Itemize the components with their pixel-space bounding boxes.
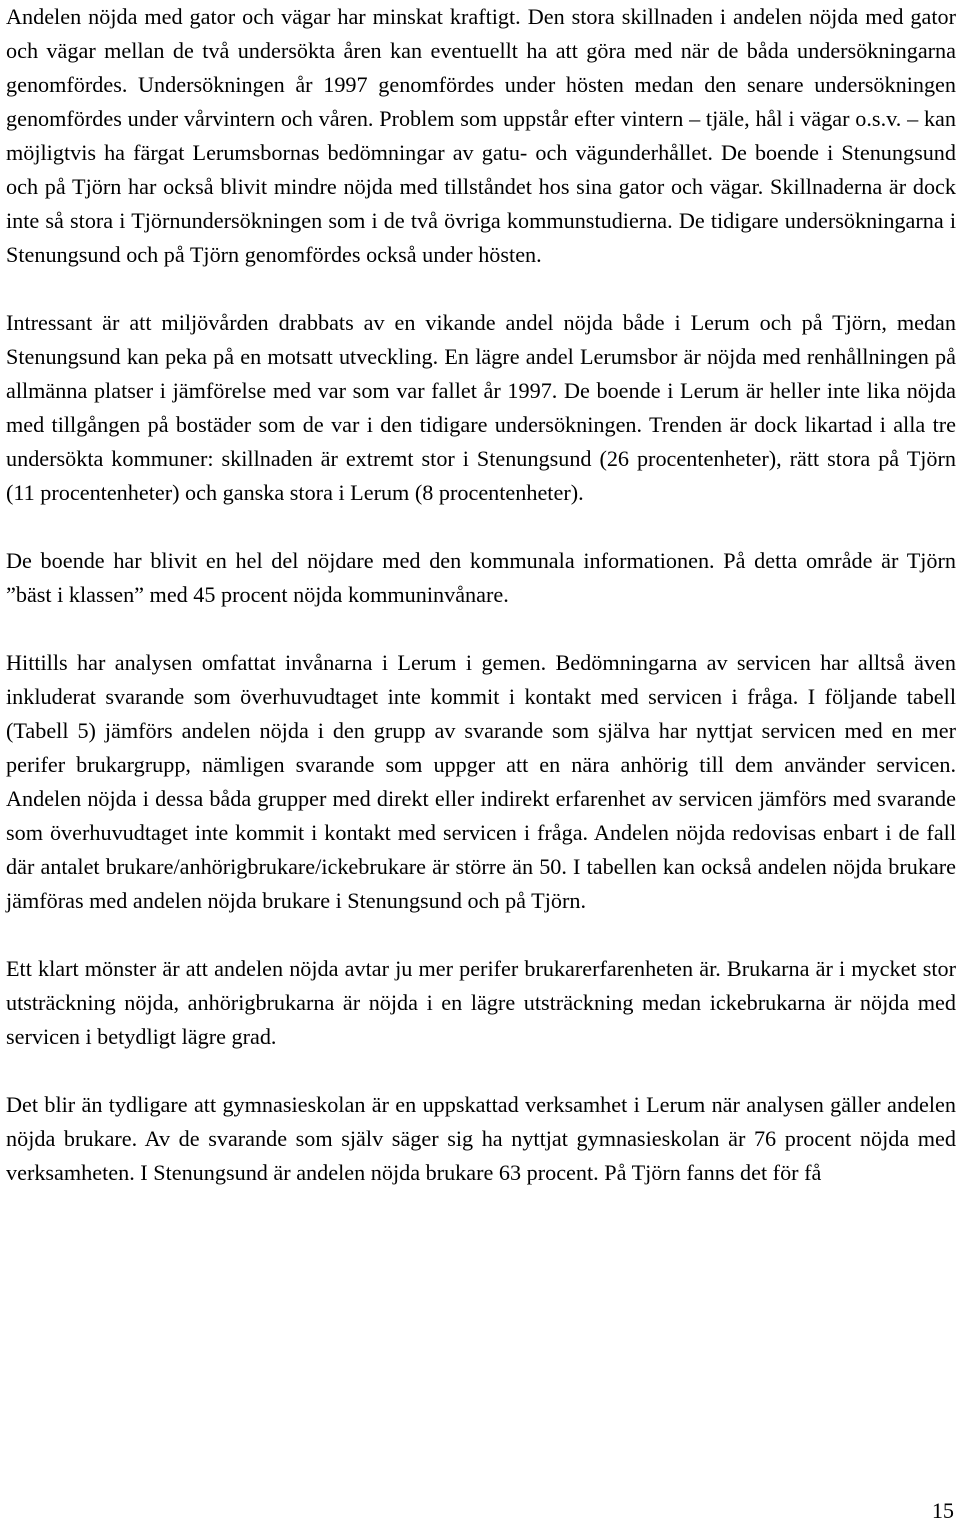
paragraph-municipal-information: De boende har blivit en hel del nöjdare med den kommunala informationen. På detta område är Tjörn ”bäst i klassen” med 45 procent nöjda kommuninvånare. <box>6 548 956 607</box>
paragraph-user-groups: Hittills har analysen omfattat invånarna i Lerum i gemen. Bedömningarna av servicen har alltså även inkluderat svarande som överhuvudtaget inte kommit i kontakt med servicen i fråga. I följande tabell (Tabell 5) jämförs andelen nöjda i den grupp av svarande som själva har nyttjat servicen med en mer perifer brukargrupp, nämligen svarande som uppger att en nära anhörig till dem använder servicen. Andelen nöjda i dessa båda grupper med direkt eller indirekt erfarenhet av servicen jämförs med svarande som överhuvudtaget inte kommit i kontakt med servicen i fråga. Andelen nöjda redovisas enbart i de fall där antalet brukare/anhörigbrukare/ickebrukare är större än 50. I tabellen kan också andelen nöjda brukare jämföras med andelen nöjda brukare i Stenungsund och på Tjörn. <box>6 650 956 913</box>
paragraph-environment-care: Intressant är att miljövården drabbats av en vikande andel nöjda både i Lerum och på Tjörn, medan Stenungsund kan peka på en motsatt utveckling. En lägre andel Lerumsbor är nöjda med renhållningen på allmänna platser i jämförelse med var som var fallet år 1997. De boende i Lerum är heller inte lika nöjda med tillgången på bostäder som de var i den tidigare undersökningen. Trenden är dock likartad i alla tre undersökta kommuner: skillnaden är extremt stor i Stenungsund (26 procentenheter), rätt stora på Tjörn (11 procentenheter) och ganska stora i Lerum (8 procentenheter). <box>6 310 956 505</box>
document-page <box>6 0 956 1224</box>
paragraph-user-pattern: Ett klart mönster är att andelen nöjda avtar ju mer perifer brukarerfarenheten är. Brukarna är i mycket stor utsträckning nöjda, anhörigbrukarna är nöjda i en lägre utsträckning medan ickebrukarna är nöjda med servicen i betydligt lägre grad. <box>6 956 956 1049</box>
paragraph-road-satisfaction: Andelen nöjda med gator och vägar har minskat kraftigt. Den stora skillnaden i andelen nöjda med gator och vägar mellan de två undersökta åren kan eventuellt ha att göra med när de båda undersökningarna genomfördes. Undersökningen år 1997 genomfördes under hösten medan den senare undersökningen genomfördes under vårvintern och våren. Problem som uppstår efter vintern – tjäle, hål i vägar o.s.v. – kan möjligtvis ha färgat Lerumsbornas bedömningar av gatu- och vägunderhållet. De boende i Stenungsund och på Tjörn har också blivit mindre nöjda med tillståndet hos sina gator och vägar. Skillnaderna är dock inte så stora i Tjörnundersökningen som i de två övriga kommunstudierna. De tidigare undersökningarna i Stenungsund och på Tjörn genomfördes också under hösten. <box>6 4 956 267</box>
paragraph-upper-secondary-school: Det blir än tydligare att gymnasieskolan är en uppskattad verksamhet i Lerum när analysen gäller andelen nöjda brukare. Av de svarande som själv säger sig ha nyttjat gymnasieskolan är 76 procent nöjda med verksamheten. I Stenungsund är andelen nöjda brukare 63 procent. På Tjörn fanns det för få <box>6 1092 956 1185</box>
page-number: 15 <box>931 1498 954 1523</box>
